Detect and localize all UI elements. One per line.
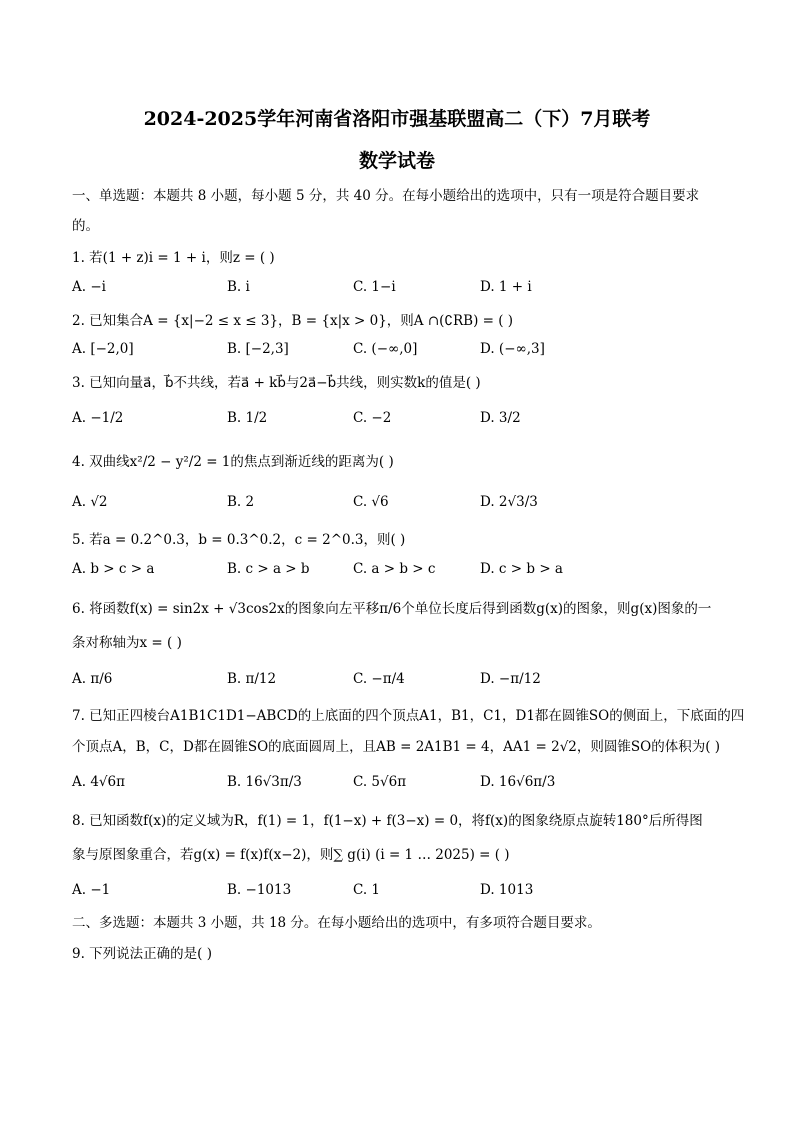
- question-8-stem-cont: 象与原图象重合，若g(x) = f(x)f(x−2)，则∑ g(i) (i = 1 … 2025) = ( ): [72, 847, 510, 863]
- question-9-stem: 9. 下列说法正确的是( ): [72, 946, 212, 962]
- option-c: C. −π/4: [353, 671, 405, 687]
- question-1-stem: 1. 若(1 + z)i = 1 + i，则z = ( ): [72, 250, 275, 266]
- option-b: B. c > a > b: [227, 561, 310, 577]
- question-6-options: [72, 671, 732, 693]
- question-4-options: [72, 494, 732, 516]
- option-a: A. −i: [72, 279, 106, 295]
- exam-subtitle: 数学试卷: [358, 150, 435, 172]
- question-1-options: [72, 279, 732, 301]
- option-c: C. 1−i: [353, 279, 396, 295]
- option-a: A. −1/2: [72, 410, 124, 426]
- question-8-options: [72, 882, 732, 904]
- option-d: D. 3/2: [480, 410, 521, 426]
- option-c: C. 5√6π: [353, 774, 407, 790]
- question-3-stem: 3. 已知向量a⃗，b⃗不共线，若a⃗ + kb⃗与2a⃗−b⃗共线，则实数k的值是( ): [72, 375, 481, 391]
- option-d: D. 1013: [480, 882, 534, 898]
- option-c: C. (−∞,0]: [353, 341, 418, 357]
- option-b: B. 16√3π/3: [227, 774, 302, 790]
- option-b: B. i: [227, 279, 250, 295]
- question-3-options: [72, 410, 732, 432]
- option-d: D. 2√3/3: [480, 494, 538, 510]
- option-d: D. c > b > a: [480, 561, 563, 577]
- question-7-options: [72, 774, 732, 796]
- question-2-options: [72, 341, 732, 363]
- section2-instructions: 二、多选题：本题共 3 小题，共 18 分。在每小题给出的选项中，有多项符合题目要求。: [72, 915, 601, 931]
- question-5-stem: 5. 若a = 0.2^0.3，b = 0.3^0.2，c = 2^0.3，则( ): [72, 532, 406, 548]
- option-b: B. [−2,3]: [227, 341, 289, 357]
- question-6-stem-cont: 条对称轴为x = ( ): [72, 635, 182, 651]
- option-d: D. 1 + i: [480, 279, 532, 295]
- exam-title: 2024-2025学年河南省洛阳市强基联盟高二（下）7月联考: [143, 108, 651, 130]
- option-a: A. 4√6π: [72, 774, 125, 790]
- question-2-stem: 2. 已知集合A = {x|−2 ≤ x ≤ 3}，B = {x|x > 0}，则A ∩(∁RB) = ( ): [72, 313, 514, 329]
- option-d: D. 16√6π/3: [480, 774, 556, 790]
- question-8-stem: 8. 已知函数f(x)的定义域为R，f(1) = 1，f(1−x) + f(3−x) = 0，将f(x)的图象绕原点旋转180°后所得图: [72, 813, 703, 829]
- question-5-options: [72, 561, 732, 583]
- option-c: C. −2: [353, 410, 392, 426]
- section1-instructions-cont: 的。: [72, 218, 99, 234]
- option-a: A. [−2,0]: [72, 341, 134, 357]
- option-b: B. −1013: [227, 882, 292, 898]
- option-b: B. π/12: [227, 671, 277, 687]
- option-b: B. 1/2: [227, 410, 268, 426]
- question-7-stem: 7. 已知正四棱台A1B1C1D1−ABCD的上底面的四个顶点A1，B1，C1，D1都在圆锥SO的侧面上，下底面的四: [72, 708, 745, 724]
- question-6-stem: 6. 将函数f(x) = sin2x + √3cos2x的图象向左平移π/6个单位长度后得到函数g(x)的图象，则g(x)图象的一: [72, 601, 712, 617]
- option-c: C. a > b > c: [353, 561, 436, 577]
- option-a: A. π/6: [72, 671, 113, 687]
- option-a: A. b > c > a: [72, 561, 155, 577]
- section1-instructions: 一、单选题：本题共 8 小题，每小题 5 分，共 40 分。在每小题给出的选项中，只有一项是符合题目要求: [72, 188, 700, 204]
- option-c: C. 1: [353, 882, 381, 898]
- question-4-stem: 4. 双曲线x²/2 − y²/2 = 1的焦点到渐近线的距离为( ): [72, 454, 394, 470]
- option-a: A. √2: [72, 494, 108, 510]
- option-d: D. (−∞,3]: [480, 341, 545, 357]
- option-c: C. √6: [353, 494, 389, 510]
- question-7-stem-cont: 个顶点A，B，C，D都在圆锥SO的底面圆周上，且AB = 2A1B1 = 4，AA1 = 2√2，则圆锥SO的体积为( ): [72, 739, 721, 755]
- option-a: A. −1: [72, 882, 111, 898]
- option-b: B. 2: [227, 494, 255, 510]
- option-d: D. −π/12: [480, 671, 541, 687]
